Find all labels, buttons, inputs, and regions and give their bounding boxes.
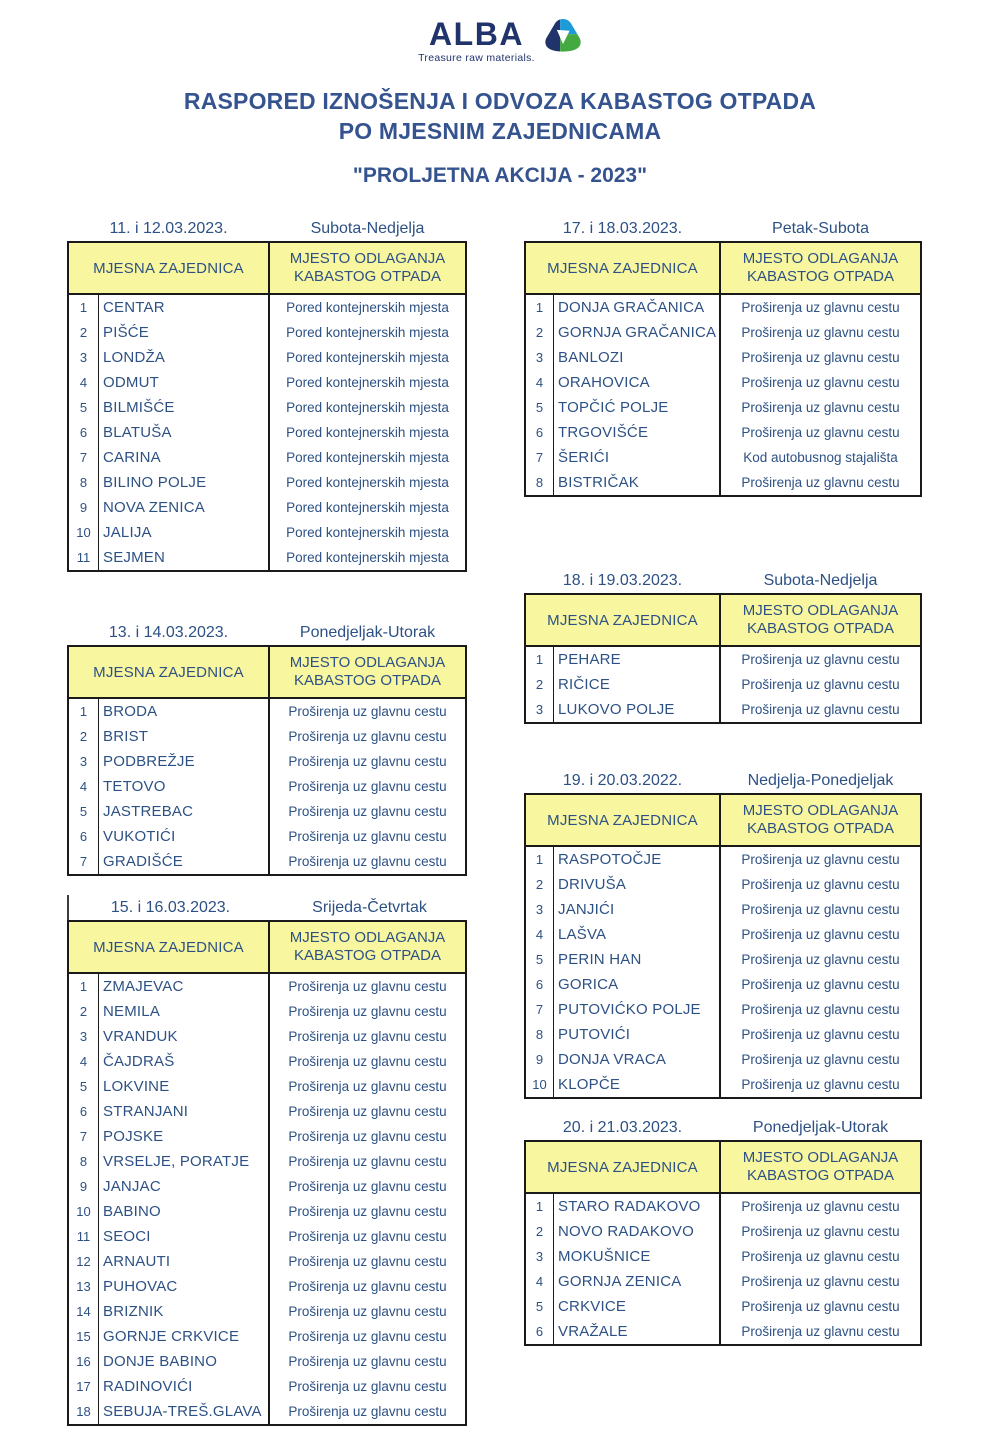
logo: [0, 18, 1000, 64]
row-number: 14: [69, 1299, 99, 1324]
zone-name: ŠERIĆI: [554, 445, 721, 470]
disposal-place: Proširenja uz glavnu cestu: [288, 1029, 447, 1044]
header-place-line1: MJESTO ODLAGANJA: [742, 602, 899, 619]
column-header-place: [721, 595, 920, 647]
row-number: 11: [69, 1224, 99, 1249]
column-header-place: [721, 1142, 920, 1194]
zone-name: SEJMEN: [99, 545, 270, 570]
page-title-line1: RASPORED IZNOŠENJA I ODVOZA KABASTOG OTPADA: [183, 88, 817, 114]
zone-name: CRKVICE: [554, 1294, 721, 1319]
row-number: 8: [526, 1022, 554, 1047]
disposal-place: Proširenja uz glavnu cestu: [288, 854, 447, 869]
table-date: 18. i 19.03.2023.: [562, 571, 683, 589]
zone-name: NOVA ZENICA: [99, 495, 270, 520]
disposal-place: Pored kontejnerskih mjesta: [286, 450, 449, 465]
row-number: 4: [526, 1269, 554, 1294]
zone-name: SEOCI: [99, 1224, 270, 1249]
schedule-table: [524, 216, 922, 497]
table-date-row: [67, 895, 467, 920]
disposal-place: Proširenja uz glavnu cestu: [741, 1324, 900, 1339]
row-number: 17: [69, 1374, 99, 1399]
disposal-place: Proširenja uz glavnu cestu: [288, 1404, 447, 1419]
disposal-place: Proširenja uz glavnu cestu: [741, 1077, 900, 1092]
row-number: 9: [69, 1174, 99, 1199]
disposal-place: Proširenja uz glavnu cestu: [741, 1027, 900, 1042]
disposal-place: Proširenja uz glavnu cestu: [288, 1379, 447, 1394]
row-number: 5: [526, 395, 554, 420]
disposal-place: Proširenja uz glavnu cestu: [741, 1274, 900, 1289]
row-number: 13: [69, 1274, 99, 1299]
zone-name: DONJA GRAČANICA: [554, 295, 721, 320]
zone-name: VUKOTIĆI: [99, 824, 270, 849]
row-number: 8: [69, 470, 99, 495]
schedule-column-left: [67, 216, 467, 1426]
zone-name: KLOPČE: [554, 1072, 721, 1097]
disposal-place: Pored kontejnerskih mjesta: [286, 375, 449, 390]
table-days: Petak-Subota: [772, 219, 869, 237]
disposal-place: Pored kontejnerskih mjesta: [286, 500, 449, 515]
disposal-place: Pored kontejnerskih mjesta: [286, 325, 449, 340]
zone-name: NOVO RADAKOVO: [554, 1219, 721, 1244]
disposal-place: Proširenja uz glavnu cestu: [288, 1329, 447, 1344]
disposal-place: Proširenja uz glavnu cestu: [288, 1179, 447, 1194]
disposal-place: Proširenja uz glavnu cestu: [741, 652, 900, 667]
page-title-line2: PO MJESNIM ZAJEDNICAMA: [338, 118, 662, 144]
table-date-row: [67, 620, 467, 645]
zone-name: PUTOVIĆI: [554, 1022, 721, 1047]
column-header-place: [270, 922, 465, 974]
header-place-line2: KABASTOG OTPADA: [747, 1167, 894, 1184]
disposal-place: Proširenja uz glavnu cestu: [741, 1224, 900, 1239]
schedule-grid: [524, 793, 922, 1099]
zone-name: RIČICE: [554, 672, 721, 697]
zone-name: BABINO: [99, 1199, 270, 1224]
header-place-line1: MJESTO ODLAGANJA: [742, 250, 899, 267]
zone-name: STRANJANI: [99, 1099, 270, 1124]
schedule-table: [524, 1115, 922, 1346]
table-days: Ponedjeljak-Utorak: [752, 1118, 889, 1136]
disposal-place: Proširenja uz glavnu cestu: [741, 475, 900, 490]
row-number: 8: [69, 1149, 99, 1174]
zone-name: BRIST: [99, 724, 270, 749]
table-date-row: [524, 568, 922, 593]
row-number: 9: [69, 495, 99, 520]
header-place-line1: MJESTO ODLAGANJA: [742, 1149, 899, 1166]
disposal-place: Proširenja uz glavnu cestu: [741, 927, 900, 942]
zone-name: BLATUŠA: [99, 420, 270, 445]
schedule-grid: [524, 241, 922, 497]
table-days: Subota-Nedjelja: [763, 571, 878, 589]
zone-name: PEHARE: [554, 647, 721, 672]
row-number: 7: [69, 1124, 99, 1149]
disposal-place: Proširenja uz glavnu cestu: [288, 1304, 447, 1319]
zone-name: TOPČIĆ POLJE: [554, 395, 721, 420]
row-number: 6: [69, 420, 99, 445]
zone-name: POJSKE: [99, 1124, 270, 1149]
table-date: 13. i 14.03.2023.: [108, 623, 229, 641]
disposal-place: Proširenja uz glavnu cestu: [741, 1052, 900, 1067]
zone-name: DONJE BABINO: [99, 1349, 270, 1374]
disposal-place: Pored kontejnerskih mjesta: [286, 525, 449, 540]
row-number: 2: [526, 872, 554, 897]
table-days: Srijeda-Četvrtak: [312, 898, 427, 916]
zone-name: SEBUJA-TREŠ.GLAVA: [99, 1399, 270, 1424]
schedule-table: [67, 216, 467, 572]
row-number: 3: [69, 749, 99, 774]
schedule-grid: [67, 920, 467, 1426]
disposal-place: Proširenja uz glavnu cestu: [288, 1129, 447, 1144]
column-header-zone: MJESNA ZAJEDNICA: [69, 922, 270, 974]
zone-name: GORICA: [554, 972, 721, 997]
zone-name: CARINA: [99, 445, 270, 470]
table-days: Subota-Nedjelja: [310, 219, 425, 237]
zone-name: JANJAC: [99, 1174, 270, 1199]
disposal-place: Proširenja uz glavnu cestu: [741, 977, 900, 992]
table-date-row: [524, 768, 922, 793]
disposal-place: Proširenja uz glavnu cestu: [288, 729, 447, 744]
disposal-place: Proširenja uz glavnu cestu: [741, 702, 900, 717]
row-number: 9: [526, 1047, 554, 1072]
row-number: 6: [526, 420, 554, 445]
zone-name: ARNAUTI: [99, 1249, 270, 1274]
disposal-place: Proširenja uz glavnu cestu: [288, 1079, 447, 1094]
schedule-grid: [67, 645, 467, 876]
zone-name: ČAJDRAŠ: [99, 1049, 270, 1074]
header-place-line2: KABASTOG OTPADA: [747, 620, 894, 637]
row-number: 1: [69, 699, 99, 724]
disposal-place: Proširenja uz glavnu cestu: [288, 1279, 447, 1294]
header-place-line1: MJESTO ODLAGANJA: [289, 929, 446, 946]
schedule-table: [67, 620, 467, 876]
disposal-place: Proširenja uz glavnu cestu: [288, 1104, 447, 1119]
row-number: 3: [69, 1024, 99, 1049]
row-number: 6: [69, 1099, 99, 1124]
disposal-place: Proširenja uz glavnu cestu: [288, 1004, 447, 1019]
table-date-row: [524, 216, 922, 241]
zone-name: RASPOTOČJE: [554, 847, 721, 872]
disposal-place: Pored kontejnerskih mjesta: [286, 350, 449, 365]
row-number: 12: [69, 1249, 99, 1274]
zone-name: VRSELJE, PORATJE: [99, 1149, 270, 1174]
row-number: 1: [526, 647, 554, 672]
row-number: 3: [526, 697, 554, 722]
row-number: 5: [69, 799, 99, 824]
zone-name: GORNJE CRKVICE: [99, 1324, 270, 1349]
column-header-zone: MJESNA ZAJEDNICA: [526, 595, 721, 647]
schedule-table: [524, 568, 922, 724]
schedule-table: [67, 895, 467, 1426]
header-place-line2: KABASTOG OTPADA: [747, 268, 894, 285]
schedule-grid: [524, 593, 922, 724]
column-header-place: [270, 647, 465, 699]
disposal-place: Proširenja uz glavnu cestu: [288, 979, 447, 994]
zone-name: RADINOVIĆI: [99, 1374, 270, 1399]
zone-name: JASTREBAC: [99, 799, 270, 824]
header-place-line1: MJESTO ODLAGANJA: [289, 654, 446, 671]
column-header-zone: MJESNA ZAJEDNICA: [69, 243, 270, 295]
row-number: 10: [69, 520, 99, 545]
header-place-line2: KABASTOG OTPADA: [294, 947, 441, 964]
row-number: 7: [69, 849, 99, 874]
zone-name: LOKVINE: [99, 1074, 270, 1099]
header-place-line1: MJESTO ODLAGANJA: [742, 802, 899, 819]
disposal-place: Proširenja uz glavnu cestu: [288, 1054, 447, 1069]
row-number: 3: [69, 345, 99, 370]
zone-name: BISTRIČAK: [554, 470, 721, 495]
row-number: 4: [69, 370, 99, 395]
disposal-place: Proširenja uz glavnu cestu: [288, 704, 447, 719]
zone-name: PERIN HAN: [554, 947, 721, 972]
row-number: 15: [69, 1324, 99, 1349]
zone-name: TETOVO: [99, 774, 270, 799]
zone-name: LUKOVO POLJE: [554, 697, 721, 722]
header-place-line2: KABASTOG OTPADA: [294, 268, 441, 285]
disposal-place: Proširenja uz glavnu cestu: [741, 425, 900, 440]
disposal-place: Proširenja uz glavnu cestu: [288, 804, 447, 819]
disposal-place: Proširenja uz glavnu cestu: [741, 400, 900, 415]
zone-name: ZMAJEVAC: [99, 974, 270, 999]
disposal-place: Proširenja uz glavnu cestu: [741, 677, 900, 692]
row-number: 4: [69, 1049, 99, 1074]
row-number: 7: [69, 445, 99, 470]
table-date: 11. i 12.03.2023.: [109, 219, 228, 237]
column-header-zone: MJESNA ZAJEDNICA: [526, 795, 721, 847]
column-header-place: [721, 795, 920, 847]
zone-name: BILINO POLJE: [99, 470, 270, 495]
row-number: 10: [526, 1072, 554, 1097]
disposal-place: Proširenja uz glavnu cestu: [741, 300, 900, 315]
disposal-place: Proširenja uz glavnu cestu: [741, 902, 900, 917]
table-date-row: [524, 1115, 922, 1140]
column-header-place: [721, 243, 920, 295]
row-number: 3: [526, 897, 554, 922]
row-number: 4: [526, 922, 554, 947]
zone-name: GORNJA GRAČANICA: [554, 320, 721, 345]
disposal-place: Proširenja uz glavnu cestu: [741, 1002, 900, 1017]
column-header-place: [270, 243, 465, 295]
row-number: 2: [69, 320, 99, 345]
disposal-place: Proširenja uz glavnu cestu: [741, 1249, 900, 1264]
row-number: 10: [69, 1199, 99, 1224]
schedule-column-right: [524, 216, 922, 1346]
row-number: 4: [69, 774, 99, 799]
disposal-place: Proširenja uz glavnu cestu: [741, 852, 900, 867]
column-header-zone: MJESNA ZAJEDNICA: [526, 1142, 721, 1194]
zone-name: TRGOVIŠĆE: [554, 420, 721, 445]
row-number: 2: [526, 320, 554, 345]
row-number: 5: [69, 395, 99, 420]
page-subtitle: "PROLJETNA AKCIJA - 2023": [352, 164, 648, 187]
disposal-place: Proširenja uz glavnu cestu: [288, 779, 447, 794]
row-number: 2: [526, 672, 554, 697]
header-place-line1: MJESTO ODLAGANJA: [289, 250, 446, 267]
zone-name: JALIJA: [99, 520, 270, 545]
table-days: Nedjelja-Ponedjeljak: [747, 771, 894, 789]
zone-name: PUHOVAC: [99, 1274, 270, 1299]
table-days: Ponedjeljak-Utorak: [299, 623, 436, 641]
row-number: 8: [526, 470, 554, 495]
row-number: 5: [526, 1294, 554, 1319]
table-date: 17. i 18.03.2023.: [562, 219, 683, 237]
row-number: 16: [69, 1349, 99, 1374]
alba-triangle-logo-icon: [544, 19, 582, 53]
disposal-place: Proširenja uz glavnu cestu: [288, 1254, 447, 1269]
disposal-place: Proširenja uz glavnu cestu: [288, 1354, 447, 1369]
disposal-place: Proširenja uz glavnu cestu: [741, 350, 900, 365]
zone-name: BANLOZI: [554, 345, 721, 370]
disposal-place: Proširenja uz glavnu cestu: [288, 1204, 447, 1219]
row-number: 11: [69, 545, 99, 570]
table-date: 19. i 20.03.2022.: [562, 771, 683, 789]
disposal-place: Proširenja uz glavnu cestu: [288, 1229, 447, 1244]
zone-name: DRIVUŠA: [554, 872, 721, 897]
disposal-place: Pored kontejnerskih mjesta: [286, 300, 449, 315]
zone-name: NEMILA: [99, 999, 270, 1024]
zone-name: CENTAR: [99, 295, 270, 320]
zone-name: ORAHOVICA: [554, 370, 721, 395]
disposal-place: Proširenja uz glavnu cestu: [741, 877, 900, 892]
zone-name: PIŠĆE: [99, 320, 270, 345]
zone-name: VRANDUK: [99, 1024, 270, 1049]
row-number: 18: [69, 1399, 99, 1424]
zone-name: DONJA VRACA: [554, 1047, 721, 1072]
header-place-line2: KABASTOG OTPADA: [747, 820, 894, 837]
row-number: 4: [526, 370, 554, 395]
zone-name: PUTOVIĆKO POLJE: [554, 997, 721, 1022]
brand-wordmark: ALBA: [429, 16, 524, 52]
table-date: 15. i 16.03.2023.: [110, 898, 231, 916]
schedule-table: [524, 768, 922, 1099]
zone-name: VRAŽALE: [554, 1319, 721, 1344]
row-number: 2: [526, 1219, 554, 1244]
disposal-place: Proširenja uz glavnu cestu: [288, 1154, 447, 1169]
disposal-place: Proširenja uz glavnu cestu: [288, 754, 447, 769]
disposal-place: Pored kontejnerskih mjesta: [286, 400, 449, 415]
table-date: 20. i 21.03.2023.: [562, 1118, 683, 1136]
zone-name: GRADIŠĆE: [99, 849, 270, 874]
row-number: 3: [526, 1244, 554, 1269]
row-number: 5: [69, 1074, 99, 1099]
row-number: 3: [526, 345, 554, 370]
zone-name: GORNJA ZENICA: [554, 1269, 721, 1294]
column-header-zone: MJESNA ZAJEDNICA: [69, 647, 270, 699]
column-header-zone: MJESNA ZAJEDNICA: [526, 243, 721, 295]
row-number: 6: [526, 1319, 554, 1344]
disposal-place: Proširenja uz glavnu cestu: [741, 375, 900, 390]
disposal-place: Pored kontejnerskih mjesta: [286, 425, 449, 440]
row-number: 6: [526, 972, 554, 997]
disposal-place: Pored kontejnerskih mjesta: [286, 550, 449, 565]
row-number: 1: [526, 295, 554, 320]
zone-name: BILMIŠĆE: [99, 395, 270, 420]
row-number: 2: [69, 724, 99, 749]
zone-name: JANJIĆI: [554, 897, 721, 922]
disposal-place: Proširenja uz glavnu cestu: [741, 1299, 900, 1314]
zone-name: LAŠVA: [554, 922, 721, 947]
schedule-grid: [67, 241, 467, 572]
row-number: 6: [69, 824, 99, 849]
page-title: [0, 86, 1000, 146]
zone-name: STARO RADAKOVO: [554, 1194, 721, 1219]
disposal-place: Proširenja uz glavnu cestu: [288, 829, 447, 844]
disposal-place: Proširenja uz glavnu cestu: [741, 1199, 900, 1214]
zone-name: PODBREŽJE: [99, 749, 270, 774]
zone-name: MOKUŠNICE: [554, 1244, 721, 1269]
zone-name: BRODA: [99, 699, 270, 724]
zone-name: ODMUT: [99, 370, 270, 395]
disposal-place: Proširenja uz glavnu cestu: [741, 952, 900, 967]
row-number: 5: [526, 947, 554, 972]
disposal-place: Kod autobusnog stajališta: [743, 450, 898, 465]
header-place-line2: KABASTOG OTPADA: [294, 672, 441, 689]
brand-tagline: Treasure raw materials.: [418, 52, 535, 64]
row-number: 1: [69, 295, 99, 320]
table-date-row: [67, 216, 467, 241]
schedule-grid: [524, 1140, 922, 1346]
row-number: 1: [526, 847, 554, 872]
disposal-place: Proširenja uz glavnu cestu: [741, 325, 900, 340]
row-number: 1: [526, 1194, 554, 1219]
zone-name: LONDŽA: [99, 345, 270, 370]
row-number: 2: [69, 999, 99, 1024]
row-number: 1: [69, 974, 99, 999]
row-number: 7: [526, 997, 554, 1022]
zone-name: BRIZNIK: [99, 1299, 270, 1324]
row-number: 7: [526, 445, 554, 470]
disposal-place: Pored kontejnerskih mjesta: [286, 475, 449, 490]
